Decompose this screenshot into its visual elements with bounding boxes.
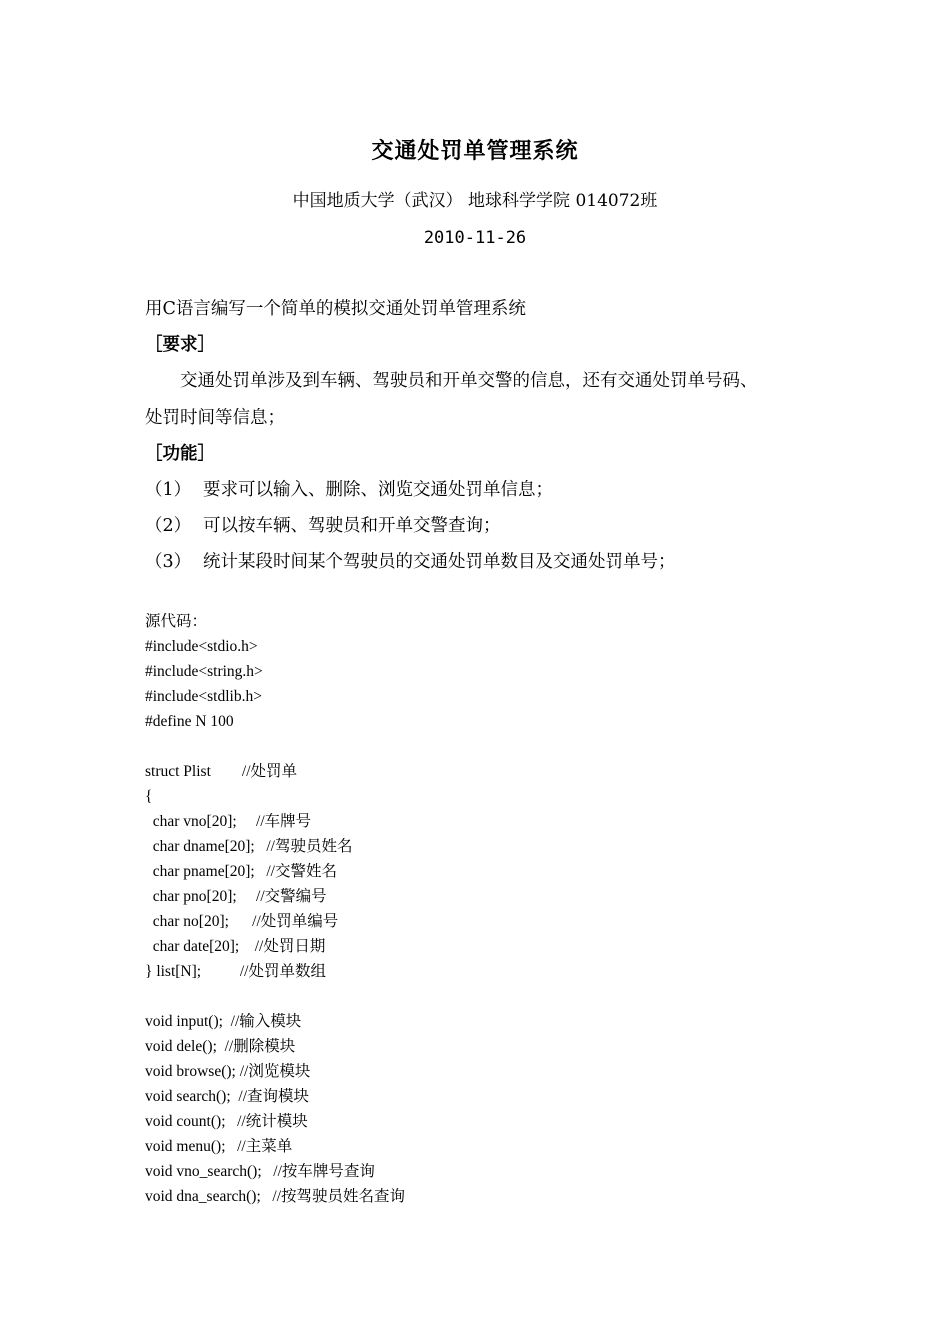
code-line: void dele(); //删除模块 bbox=[145, 1038, 296, 1055]
requirements-heading: ［要求］ bbox=[145, 335, 215, 355]
code-line: void dna_search(); //按驾驶员姓名查询 bbox=[145, 1188, 406, 1205]
function-item-text: 统计某段时间某个驾驶员的交通处罚单数目及交通处罚单号； bbox=[203, 552, 676, 572]
source-code-label: 源代码： bbox=[145, 613, 208, 630]
code-line: char no[20]; //处罚单编号 bbox=[145, 913, 339, 930]
document-date: 2010-11-26 bbox=[423, 228, 527, 248]
code-line: char date[20]; //处罚日期 bbox=[145, 938, 326, 955]
code-line: char pname[20]; //交警姓名 bbox=[145, 863, 337, 880]
function-item-text: 要求可以输入、删除、浏览交通处罚单信息； bbox=[203, 480, 553, 500]
code-line: void search(); //查询模块 bbox=[145, 1088, 310, 1105]
intro-paragraph: 用C语言编写一个简单的模拟交通处罚单管理系统 bbox=[145, 299, 526, 319]
code-line: } list[N]; //处罚单数组 bbox=[145, 963, 326, 980]
function-item bbox=[145, 513, 825, 539]
document-subtitle: 中国地质大学（武汉） 地球科学学院 014072班 bbox=[292, 191, 658, 211]
code-line: { bbox=[145, 788, 153, 805]
code-line: char dname[20]; //驾驶员姓名 bbox=[145, 838, 353, 855]
function-item bbox=[145, 477, 825, 503]
document-title: 交通处罚单管理系统 bbox=[371, 138, 579, 164]
code-line: void menu(); //主菜单 bbox=[145, 1138, 293, 1155]
code-line: #include<stdlib.h> bbox=[145, 688, 262, 705]
code-line: #include<stdio.h> bbox=[145, 638, 258, 655]
code-line: char pno[20]; //交警编号 bbox=[145, 888, 327, 905]
code-line: void count(); //统计模块 bbox=[145, 1113, 308, 1130]
functions-heading: ［功能］ bbox=[145, 444, 215, 464]
function-item-text: 可以按车辆、驾驶员和开单交警查询； bbox=[203, 516, 501, 536]
requirements-line-2: 处罚时间等信息； bbox=[145, 408, 285, 428]
code-line: char vno[20]; //车牌号 bbox=[145, 813, 312, 830]
code-line: #include<string.h> bbox=[145, 663, 263, 680]
function-item-number: （3） bbox=[145, 552, 192, 572]
function-item bbox=[145, 549, 825, 575]
requirements-line-1: 交通处罚单涉及到车辆、驾驶员和开单交警的信息，还有交通处罚单号码、 bbox=[145, 371, 758, 391]
code-line: void input(); //输入模块 bbox=[145, 1013, 302, 1030]
code-line: void browse(); //浏览模块 bbox=[145, 1063, 311, 1080]
function-item-number: （2） bbox=[145, 516, 192, 536]
function-item-number: （1） bbox=[145, 480, 192, 500]
code-line: void vno_search(); //按车牌号查询 bbox=[145, 1163, 375, 1180]
code-line: #define N 100 bbox=[145, 713, 234, 730]
code-line: struct Plist //处罚单 bbox=[145, 763, 297, 780]
